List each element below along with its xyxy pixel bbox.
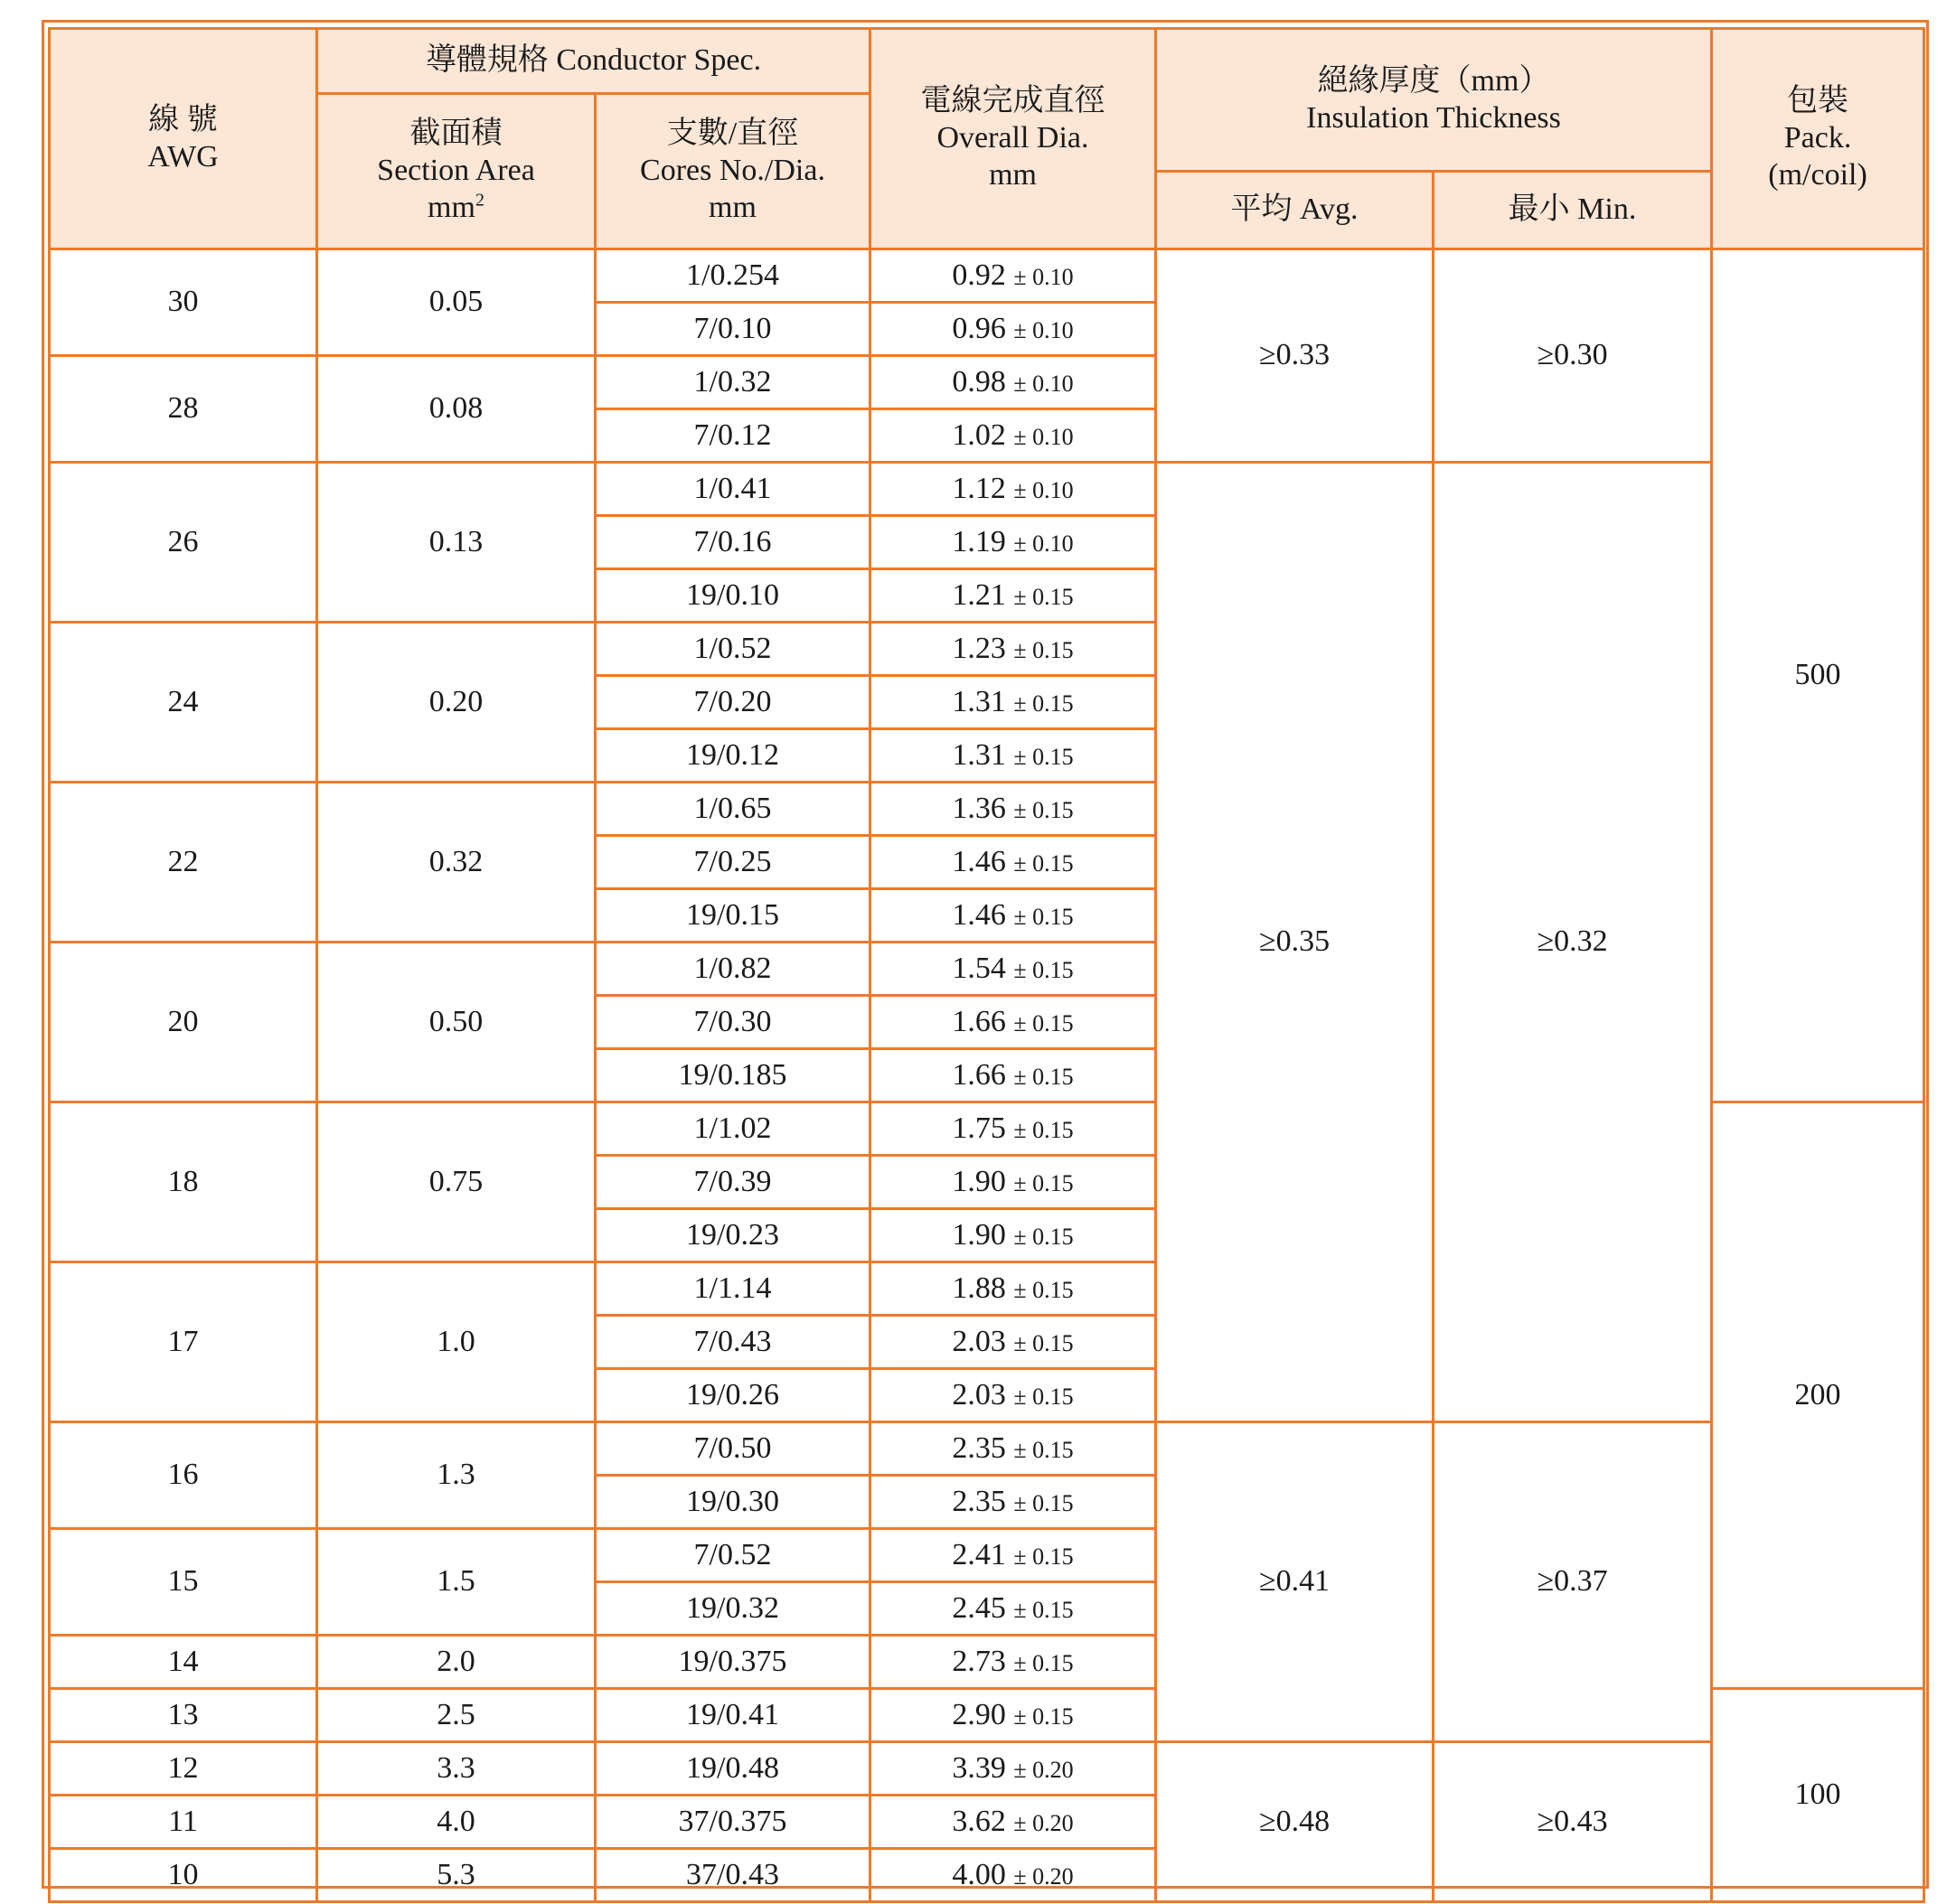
cores-cell: 37/0.375: [596, 1796, 870, 1849]
cores-header: 支數/直徑 Cores No./Dia. mm: [596, 94, 870, 249]
tolerance-value: ± 0.15: [1013, 1383, 1074, 1410]
section-area-cell: 2.0: [317, 1636, 596, 1689]
cores-cell: 1/0.41: [596, 463, 870, 516]
tolerance-value: ± 0.20: [1013, 1862, 1074, 1890]
pack-cell: 500: [1712, 249, 1924, 1102]
tolerance-value: ± 0.15: [1013, 1702, 1074, 1730]
overall-dia-cell: [870, 1849, 1156, 1902]
overall-dia-value: 2.90: [952, 1697, 1006, 1731]
cores-cell: 7/0.25: [596, 836, 870, 889]
overall-dia-value: 1.54: [952, 951, 1006, 985]
overall-dia-value: 0.96: [952, 311, 1006, 345]
cores-cell: 7/0.30: [596, 996, 870, 1049]
section-area-header: 截面積 Section Area $mm^2$: [317, 94, 596, 249]
overall-dia-cell: [870, 729, 1156, 783]
table-row: [50, 249, 1924, 303]
table-body: [50, 249, 1924, 1902]
insulation-header: 絕緣厚度（mm） Insulation Thickness: [1156, 29, 1712, 172]
overall-dia-value: 1.02: [952, 417, 1006, 452]
overall-dia-value: 3.39: [952, 1750, 1006, 1785]
awg-cell: 17: [50, 1262, 317, 1422]
cores-cell: 19/0.30: [596, 1476, 870, 1529]
overall-dia-cell: [870, 1369, 1156, 1422]
cores-cell: 1/0.52: [596, 623, 870, 676]
overall-dia-value: 1.88: [952, 1271, 1006, 1305]
tolerance-value: ± 0.10: [1013, 263, 1074, 290]
awg-cell: 14: [50, 1636, 317, 1689]
tolerance-value: ± 0.15: [1013, 636, 1074, 663]
cores-cell: 1/0.32: [596, 356, 870, 409]
overall-dia-value: 1.90: [952, 1164, 1006, 1198]
overall-dia-value: 1.75: [952, 1111, 1006, 1145]
overall-dia-cell: [870, 1636, 1156, 1689]
overall-dia-cell: [870, 889, 1156, 943]
overall-dia-cell: [870, 996, 1156, 1049]
overall-dia-value: 0.92: [952, 258, 1006, 292]
cores-cell: 19/0.15: [596, 889, 870, 943]
overall-dia-cell: [870, 623, 1156, 676]
section-area-cell: 0.13: [317, 463, 596, 623]
section-area-cell: 1.0: [317, 1262, 596, 1422]
cores-cell: 19/0.12: [596, 729, 870, 783]
insulation-avg-cell: ≥0.41: [1156, 1422, 1434, 1742]
overall-dia-value: 2.03: [952, 1377, 1006, 1412]
cores-cell: 19/0.48: [596, 1742, 870, 1796]
cores-cell: 7/0.10: [596, 303, 870, 356]
tolerance-value: ± 0.15: [1013, 903, 1074, 930]
avg-header: 平均 Avg.: [1156, 172, 1434, 249]
section-area-cell: 0.50: [317, 943, 596, 1102]
overall-dia-value: 2.03: [952, 1324, 1006, 1358]
section-area-cell: 1.5: [317, 1529, 596, 1636]
pack-cell: 200: [1712, 1102, 1924, 1689]
tolerance-value: ± 0.10: [1013, 476, 1074, 503]
overall-dia-value: 1.66: [952, 1004, 1006, 1038]
cores-cell: 19/0.185: [596, 1049, 870, 1102]
insulation-min-cell: ≥0.37: [1434, 1422, 1712, 1742]
overall-dia-value: 3.62: [952, 1804, 1006, 1838]
overall-dia-value: 2.45: [952, 1590, 1006, 1625]
wire-spec-table: [48, 27, 1925, 1903]
overall-dia-value: 1.23: [952, 631, 1006, 665]
overall-dia-cell: [870, 1796, 1156, 1849]
overall-dia-value: 1.46: [952, 897, 1006, 932]
tolerance-value: ± 0.15: [1013, 1649, 1074, 1676]
cores-cell: 7/0.20: [596, 676, 870, 729]
overall-dia-cell: [870, 1049, 1156, 1102]
section-area-cell: 0.32: [317, 783, 596, 943]
tolerance-value: ± 0.10: [1013, 423, 1074, 450]
overall-dia-cell: [870, 303, 1156, 356]
pack-header: 包裝 Pack. (m/coil): [1712, 29, 1924, 249]
tolerance-value: ± 0.20: [1013, 1809, 1074, 1836]
table-row: [50, 1422, 1924, 1476]
cores-cell: 7/0.52: [596, 1529, 870, 1582]
section-area-cell: 4.0: [317, 1796, 596, 1849]
overall-dia-value: 1.90: [952, 1217, 1006, 1252]
awg-header: 線 號 AWG: [50, 29, 317, 249]
cores-cell: 7/0.50: [596, 1422, 870, 1476]
awg-cell: 15: [50, 1529, 317, 1636]
cores-cell: 1/1.14: [596, 1262, 870, 1316]
section-area-cell: 0.08: [317, 356, 596, 463]
cores-cell: 19/0.10: [596, 569, 870, 623]
cores-cell: 7/0.12: [596, 409, 870, 463]
cores-cell: 1/1.02: [596, 1102, 870, 1156]
table-row: [50, 1742, 1924, 1796]
overall-dia-cell: [870, 463, 1156, 516]
overall-dia-value: 1.21: [952, 577, 1006, 612]
overall-dia-cell: [870, 1156, 1156, 1209]
cores-cell: 19/0.23: [596, 1209, 870, 1262]
awg-cell: 18: [50, 1102, 317, 1262]
overall-dia-cell: [870, 356, 1156, 409]
overall-dia-value: 1.66: [952, 1057, 1006, 1092]
overall-dia-cell: [870, 783, 1156, 836]
insulation-avg-cell: ≥0.35: [1156, 463, 1434, 1422]
awg-cell: 20: [50, 943, 317, 1102]
awg-cell: 12: [50, 1742, 317, 1796]
overall-dia-value: 1.31: [952, 684, 1006, 718]
overall-dia-value: 1.12: [952, 471, 1006, 505]
table-row: [50, 463, 1924, 516]
conductor-spec-header: 導體規格 Conductor Spec.: [317, 29, 870, 94]
overall-dia-value: 2.35: [952, 1484, 1006, 1518]
overall-dia-cell: [870, 1209, 1156, 1262]
overall-dia-value: 2.41: [952, 1537, 1006, 1571]
cores-cell: 19/0.41: [596, 1689, 870, 1742]
overall-dia-cell: [870, 1102, 1156, 1156]
tolerance-value: ± 0.15: [1013, 1489, 1074, 1516]
tolerance-value: ± 0.15: [1013, 796, 1074, 823]
tolerance-value: ± 0.15: [1013, 849, 1074, 877]
tolerance-value: ± 0.15: [1013, 583, 1074, 610]
overall-dia-cell: [870, 569, 1156, 623]
overall-dia-value: 2.35: [952, 1430, 1006, 1465]
awg-cell: 22: [50, 783, 317, 943]
overall-dia-cell: [870, 1529, 1156, 1582]
tolerance-value: ± 0.15: [1013, 1169, 1074, 1196]
overall-dia-cell: [870, 409, 1156, 463]
cores-cell: 19/0.32: [596, 1582, 870, 1636]
awg-cell: 30: [50, 249, 317, 356]
insulation-min-cell: ≥0.43: [1434, 1742, 1712, 1902]
tolerance-value: ± 0.15: [1013, 689, 1074, 717]
section-area-cell: 3.3: [317, 1742, 596, 1796]
overall-dia-value: 1.19: [952, 524, 1006, 558]
overall-dia-value: 1.31: [952, 737, 1006, 772]
tolerance-value: ± 0.15: [1013, 1329, 1074, 1356]
cores-cell: 37/0.43: [596, 1849, 870, 1902]
overall-dia-cell: [870, 1742, 1156, 1796]
insulation-avg-cell: ≥0.33: [1156, 249, 1434, 463]
cores-cell: 1/0.82: [596, 943, 870, 996]
overall-dia-cell: [870, 1582, 1156, 1636]
overall-dia-cell: [870, 1422, 1156, 1476]
insulation-min-cell: ≥0.30: [1434, 249, 1712, 463]
awg-cell: 26: [50, 463, 317, 623]
tolerance-value: ± 0.15: [1013, 743, 1074, 770]
section-area-cell: 1.3: [317, 1422, 596, 1529]
awg-cell: 13: [50, 1689, 317, 1742]
tolerance-value: ± 0.10: [1013, 530, 1074, 557]
overall-dia-value: 2.73: [952, 1644, 1006, 1678]
overall-dia-cell: [870, 1689, 1156, 1742]
tolerance-value: ± 0.10: [1013, 316, 1074, 343]
overall-dia-value: 0.98: [952, 364, 1006, 399]
awg-cell: 24: [50, 623, 317, 783]
section-area-cell: 5.3: [317, 1849, 596, 1902]
tolerance-value: ± 0.15: [1013, 956, 1074, 983]
cores-cell: 7/0.43: [596, 1316, 870, 1369]
cores-cell: 19/0.26: [596, 1369, 870, 1422]
overall-dia-cell: [870, 676, 1156, 729]
section-area-cell: 0.75: [317, 1102, 596, 1262]
overall-dia-cell: [870, 836, 1156, 889]
tolerance-value: ± 0.15: [1013, 1436, 1074, 1463]
cores-cell: 19/0.375: [596, 1636, 870, 1689]
section-area-cell: 0.05: [317, 249, 596, 356]
overall-dia-cell: [870, 249, 1156, 303]
tolerance-value: ± 0.15: [1013, 1063, 1074, 1090]
section-area-cell: 2.5: [317, 1689, 596, 1742]
tolerance-value: ± 0.15: [1013, 1596, 1074, 1623]
overall-dia-cell: [870, 943, 1156, 996]
tolerance-value: ± 0.20: [1013, 1756, 1074, 1783]
cores-cell: 7/0.16: [596, 516, 870, 569]
overall-dia-cell: [870, 516, 1156, 569]
overall-dia-header: 電線完成直徑 Overall Dia. mm: [870, 29, 1156, 249]
cores-cell: 1/0.254: [596, 249, 870, 303]
overall-dia-cell: [870, 1262, 1156, 1316]
section-area-cell: 0.20: [317, 623, 596, 783]
insulation-min-cell: ≥0.32: [1434, 463, 1712, 1422]
awg-cell: 10: [50, 1849, 317, 1902]
overall-dia-value: 4.00: [952, 1857, 1006, 1891]
overall-dia-cell: [870, 1316, 1156, 1369]
awg-cell: 11: [50, 1796, 317, 1849]
tolerance-value: ± 0.15: [1013, 1009, 1074, 1036]
tolerance-value: ± 0.15: [1013, 1223, 1074, 1250]
tolerance-value: ± 0.15: [1013, 1543, 1074, 1570]
min-header: 最小 Min.: [1434, 172, 1712, 249]
cores-cell: 1/0.65: [596, 783, 870, 836]
insulation-avg-cell: ≥0.48: [1156, 1742, 1434, 1902]
awg-cell: 16: [50, 1422, 317, 1529]
pack-cell: 100: [1712, 1689, 1924, 1902]
tolerance-value: ± 0.15: [1013, 1116, 1074, 1143]
overall-dia-value: 1.46: [952, 844, 1006, 878]
awg-cell: 28: [50, 356, 317, 463]
overall-dia-value: 1.36: [952, 791, 1006, 825]
cores-cell: 7/0.39: [596, 1156, 870, 1209]
tolerance-value: ± 0.15: [1013, 1276, 1074, 1303]
overall-dia-cell: [870, 1476, 1156, 1529]
tolerance-value: ± 0.10: [1013, 370, 1074, 397]
